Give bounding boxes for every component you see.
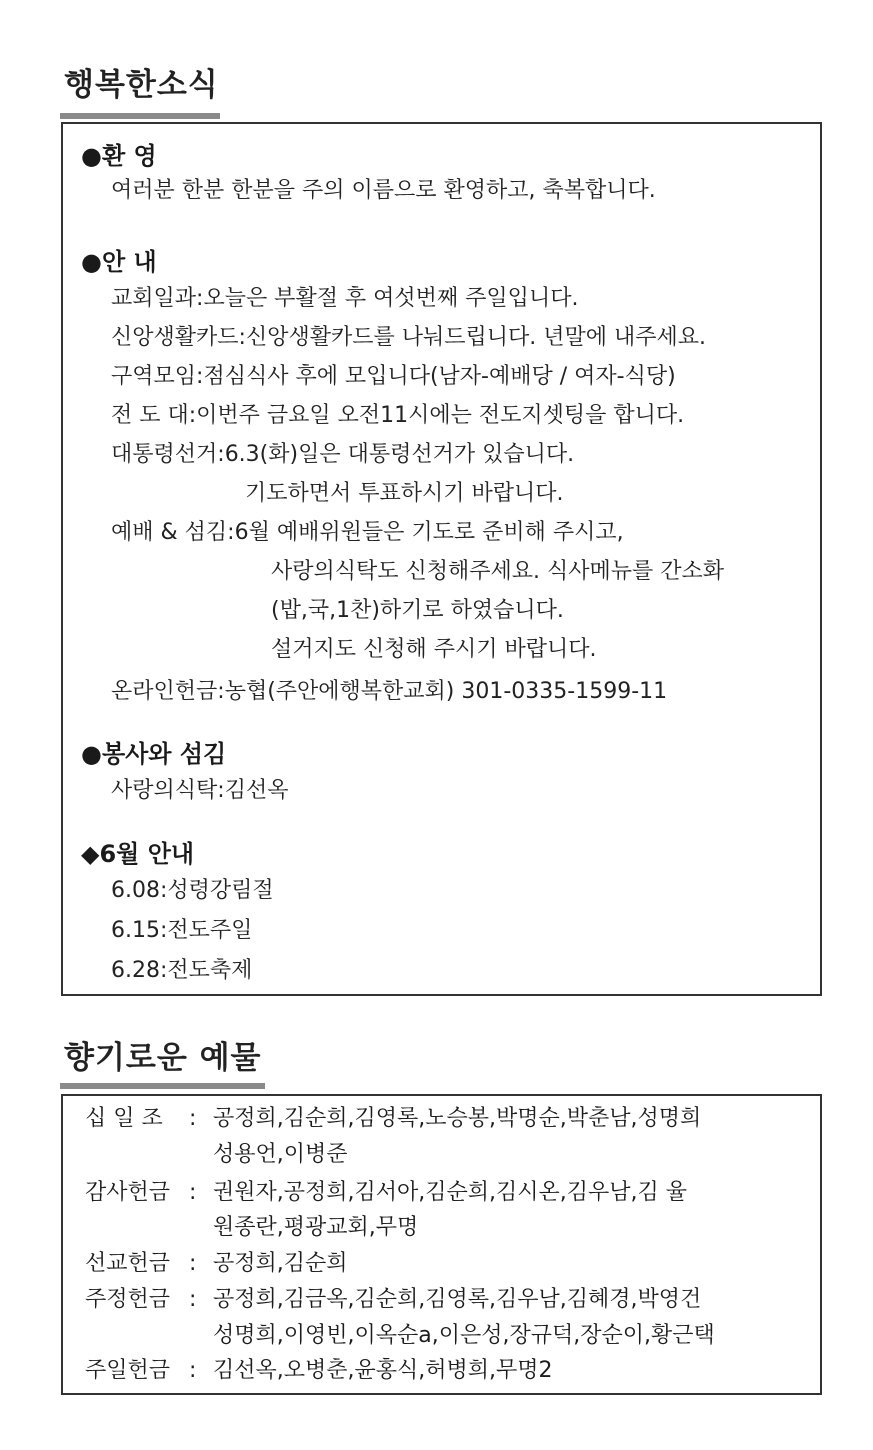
service-label: 사랑의식탁 xyxy=(111,778,218,803)
offering-label-designated: 주정헌금 xyxy=(85,1287,171,1312)
news-box xyxy=(61,122,822,996)
notice-item xyxy=(111,366,676,388)
offering-names: 공정희,김순희,김영록,노승봉,박명순,박춘남,성명희 xyxy=(213,1106,702,1131)
online-label: 온라인헌금 xyxy=(111,679,218,704)
notice-item xyxy=(111,405,684,427)
offering-colon: : xyxy=(189,1358,197,1383)
offering-label-mission: 선교헌금 xyxy=(85,1251,171,1276)
notice-sep: : xyxy=(217,442,225,467)
notice-text: 오늘은 부활절 후 여섯번째 주일입니다. xyxy=(203,286,579,311)
notice-label: 구역모임 xyxy=(111,364,197,389)
offering-colon: : xyxy=(189,1180,197,1205)
welcome-text: 여러분 한분 한분을 주의 이름으로 환영하고, 축복합니다. xyxy=(111,178,656,203)
worship-item xyxy=(111,522,624,544)
notice-label: 교회일과 xyxy=(111,286,197,311)
june-item xyxy=(111,880,274,902)
june-text: 전도축제 xyxy=(167,958,253,983)
june-date: 6.08 xyxy=(111,878,160,903)
offering-names: 공정희,김순희 xyxy=(213,1251,348,1276)
notice-label: 대통령선거 xyxy=(111,442,218,467)
section-title-offering: 향기로운 예물 xyxy=(64,1040,262,1076)
june-text: 전도주일 xyxy=(167,918,253,943)
notice-text: 신앙생활카드를 나눠드립니다. 년말에 내주세요. xyxy=(245,325,706,350)
notice-item xyxy=(111,288,578,310)
notice-item xyxy=(111,327,706,349)
offering-names: 성용언,이병준 xyxy=(213,1142,348,1167)
worship-text: 6월 예배위원들은 기도로 준비해 주시고, xyxy=(234,520,624,545)
june-sep: : xyxy=(159,878,168,903)
title-underline xyxy=(60,113,220,119)
notice-item xyxy=(111,444,574,466)
offering-colon: : xyxy=(189,1287,197,1312)
june-text: 성령강림절 xyxy=(167,878,274,903)
worship-label: 예배 & 섬김 xyxy=(111,520,228,545)
notice-heading: ●안 내 xyxy=(81,248,157,276)
notice-label: 전 도 대 xyxy=(111,403,189,428)
offering-names: 성명희,이영빈,이옥순a,이은성,장규덕,장순이,황근택 xyxy=(213,1323,715,1348)
offering-names: 김선옥,오병춘,윤홍식,허병희,무명2 xyxy=(213,1358,553,1383)
june-heading: ◆6월 안내 xyxy=(81,840,195,868)
worship-continued: 사랑의식탁도 신청해주세요. 식사메뉴를 간소화 xyxy=(271,559,725,584)
section-title-news: 행복한소식 xyxy=(64,67,219,103)
election-continued: 기도하면서 투표하시기 바랍니다. xyxy=(245,481,564,506)
offering-colon: : xyxy=(189,1106,197,1131)
june-sep: : xyxy=(159,958,168,983)
welcome-heading: ●환 영 xyxy=(81,142,157,170)
notice-sep: : xyxy=(196,364,204,389)
notice-text: 6.3(화)일은 대통령선거가 있습니다. xyxy=(224,442,575,467)
offering-names: 공정희,김금옥,김순희,김영록,김우남,김혜경,박영건 xyxy=(213,1287,702,1312)
notice-text: 이번주 금요일 오전11시에는 전도지셋팅을 합니다. xyxy=(196,403,685,428)
worship-continued: 설거지도 신청해 주시기 바랍니다. xyxy=(271,637,597,662)
offering-label-thanks: 감사헌금 xyxy=(85,1180,171,1205)
online-sep: : xyxy=(217,679,225,704)
notice-label: 신앙생활카드 xyxy=(111,325,239,350)
june-item xyxy=(111,920,252,942)
june-item xyxy=(111,960,252,982)
service-sep: : xyxy=(217,778,225,803)
june-sep: : xyxy=(159,918,168,943)
offering-names: 권원자,공정희,김서아,김순희,김시온,김우남,김 율 xyxy=(213,1180,687,1205)
offering-label-sunday: 주일헌금 xyxy=(85,1358,171,1383)
notice-sep: : xyxy=(238,325,246,350)
offering-box xyxy=(61,1094,822,1395)
service-text: 김선옥 xyxy=(224,778,289,803)
online-text: 농협(주안에행복한교회) 301-0335-1599-11 xyxy=(224,679,668,704)
online-offering xyxy=(111,681,667,703)
offering-label-tithe: 십 일 조 xyxy=(85,1106,163,1131)
title-underline xyxy=(60,1083,265,1089)
june-date: 6.15 xyxy=(111,918,160,943)
service-heading: ●봉사와 섬김 xyxy=(81,740,227,768)
june-date: 6.28 xyxy=(111,958,160,983)
notice-text: 점심식사 후에 모입니다(남자-예배당 / 여자-식당) xyxy=(203,364,676,389)
worship-continued: (밥,국,1찬)하기로 하였습니다. xyxy=(271,598,564,623)
worship-sep: : xyxy=(227,520,235,545)
offering-names: 원종란,평광교회,무명 xyxy=(213,1215,419,1240)
notice-sep: : xyxy=(188,403,197,428)
notice-sep: : xyxy=(196,286,204,311)
offering-colon: : xyxy=(189,1251,197,1276)
service-item xyxy=(111,780,288,802)
